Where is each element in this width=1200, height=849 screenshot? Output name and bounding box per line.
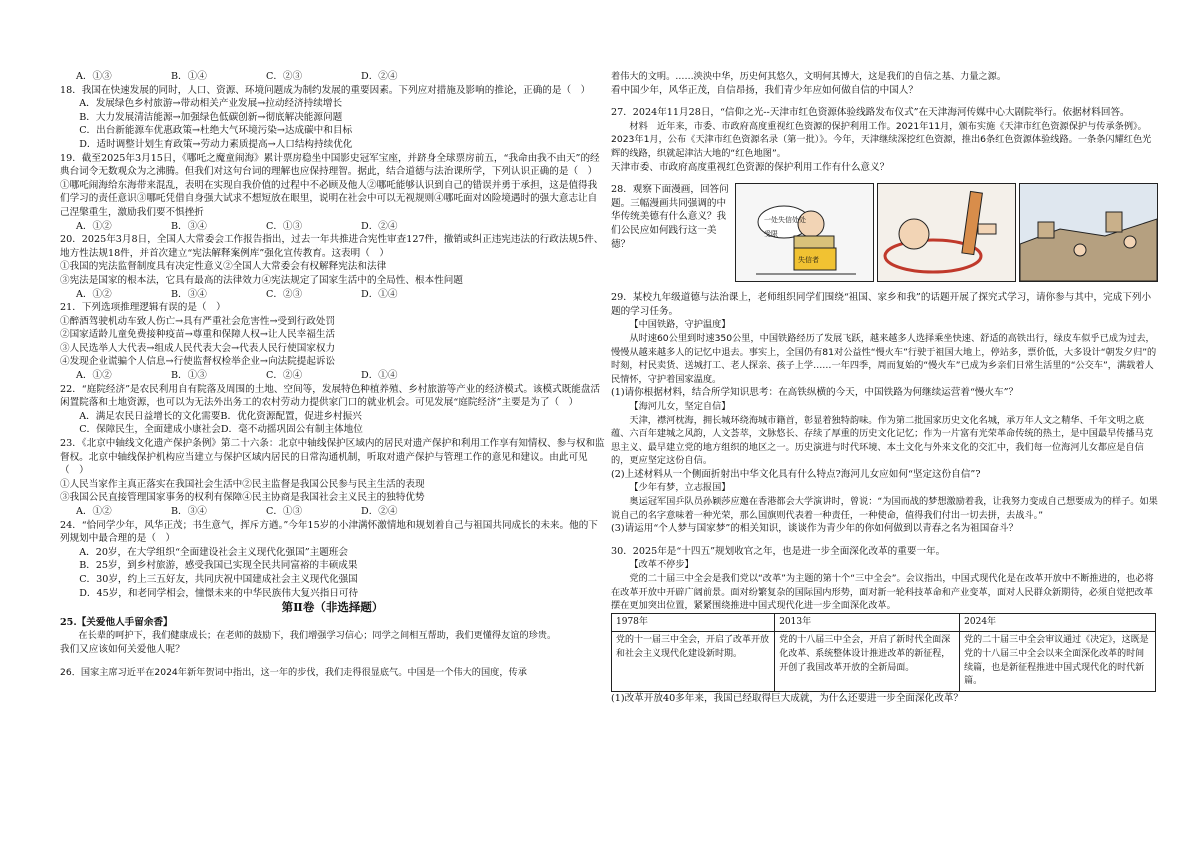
q27-material: 材料 近年来，市委、市政府高度重视红色资源的保护利用工作。2021年11月，颁布实施《天津市红色资源保护与传承条例》。2023年1月，公布《天津市红色资源名录（第一批）》。今年，天津继续深挖红色资源，推出6条红色资源体验线路。一条条闪耀红色光辉的线路，织就起津沽大地的“红色地图”。 — [611, 120, 1152, 159]
option: D．②④ — [361, 506, 398, 517]
q21-item: ②国家适龄儿童免费接种疫苗→尊重和保障人权→让人民幸福生活 — [60, 329, 336, 341]
q29-question-2: (2)上述材料从一个侧面折射出中华文化具有什么特点?海河儿女应如何“坚定这份自信”? — [611, 468, 981, 480]
option: B．①③ — [171, 370, 207, 382]
q19-stem: 19．截至2025年3月15日，《哪吒之魔童闹海》累计票房稳坐中国影史冠军宝座，并跻身全球票房前五，“我命由我不由天”的经典台词令无数观众为之沸腾。但我们对这句台词的理解也应保持理智。据此，结合道德与法治课所学，下列认识正确的是（ ） — [60, 152, 600, 178]
q22-options-2: C．保障民生，全面建成小康社会D．毫不动摇巩固公有制主体地位 — [79, 424, 363, 436]
q24-option-a: A．20岁，在大学组织“全面建设社会主义现代化强国”主题班会 — [79, 546, 348, 558]
option: B．①④ — [171, 71, 207, 82]
q25-question: 我们又应该如何关爱他人呢？ — [60, 643, 185, 655]
option: B．③④ — [171, 220, 207, 232]
option: D．①④ — [361, 370, 398, 382]
q26-question: 看中国少年，风华正茂，自信昂扬，我们青少年应如何做自信的中国人？ — [611, 84, 918, 96]
comic-panel-3 — [1019, 183, 1158, 282]
table-header: 1978年 — [612, 613, 775, 632]
q18-option-a: A．发展绿色乡村旅游→带动相关产业发展→拉动经济持续增长 — [79, 98, 343, 110]
q23-stem: 23．《北京中轴线文化遗产保护条例》第二十六条：北京中轴线保护区域内的居民对遗产保护和利用工作享有知情权、参与权和监督权。北京中轴线保护机构应当建立与保护区域内居民的日常沟通机制，听取对遗产保护与管理工作的意见和建议。由此可见（ ） — [60, 438, 605, 477]
comic-label-2: 失信者 — [798, 256, 819, 265]
comic-panel-1 — [735, 183, 874, 282]
option: A．①② — [76, 288, 112, 300]
q29-paragraph-2: 天津，襟河枕海，拥长城环绕海城市籍首，彰显着独特韵味。作为第二批国家历史文化名城，承万年人文之精华、千年文明之底蕴、六百年建城之风韵，人文荟萃，文脉悠长、存续了厚重的历史文化记忆；作为一片富有光荣革命传统的热土，是中国最早传播马克思主义、最早建立党的地方组织的地区之一。历史演进与时代环境、本土文化与外来文化的交汇中，我们每一位海河儿女都应是自信的，更应坚定这份自信。 — [611, 414, 1154, 467]
q18-option-c: C．出台新能源车优惠政策→杜绝大气环境污染→达成碳中和目标 — [79, 125, 353, 137]
q23-items-2: ③我国公民直接管理国家事务的权利有保障④民主协商是我国社会主义民主的独特优势 — [60, 492, 425, 504]
table-header-row — [612, 613, 1156, 632]
q28-text: 28．观察下面漫画，回答问题。三幅漫画共同强调的中华传统美德有什么意义？我们公民应如何践行这一美德？ — [611, 184, 729, 250]
option: B．③④ — [171, 288, 207, 300]
q27-stem: 27．2024年11月28日，“信仰之光--天津市红色资源体验线路发布仪式”在天津海河传媒中心大剧院举行。依据材料回答。 — [611, 107, 1130, 119]
q22-options-1: A．满足农民日益增长的文化需要B．优化资源配置，促进乡村振兴 — [79, 410, 362, 422]
q30-paragraph-1: 党的二十届三中全会是我们党以“改革”为主题的第十个“三中全会”。会议指出，中国式现代化是在改革开放中不断推进的，也必将在改革开放中开辟广阔前景。面对纷繁复杂的国际国内形势，面对新一轮科技革命和产业变革，面对人民群众新期待，必须自觉把改革摆在更加突出位置，紧紧围绕推进中国式现代化进一步全面深化改革。 — [611, 573, 1154, 612]
q17-options — [60, 70, 605, 84]
option: C．②③ — [266, 71, 303, 82]
option: C．②③ — [266, 288, 303, 300]
q21-options — [60, 369, 605, 383]
q30-question-1: (1)改革开放40多年来，我国已经取得巨大成就，为什么还要进一步全面深化改革？ — [611, 692, 963, 704]
q25-text: 在长辈的呵护下，我们健康成长；在老师的鼓励下，我们增强学习信心；同学之间相互帮助，我们更懂得友谊的珍贵。 — [78, 630, 557, 642]
table-cell: 党的十一届三中全会，开启了改革开放和社会主义现代化建设新时期。 — [612, 632, 775, 691]
q19-options — [60, 220, 605, 234]
q20-stem: 20．2025年3月8日，全国人大常委会工作报告指出，过去一年共推进合宪性审查127件，撤销或纠正违宪违法的行政法规5件、地方性法规18件，并首次建立“宪法解释案例库”强化宣传教育。这表明（ ） — [60, 234, 604, 259]
right-column — [611, 70, 1159, 705]
q20-options — [60, 288, 605, 302]
q18-stem: 18．我国在快速发展的同时，人口、资源、环境问题成为制约发展的重要因素。下列应对措施及影响的推论，正确的是（ ） — [60, 84, 591, 96]
comic-label-1: 一处失信处处受限 — [764, 216, 806, 238]
table-row — [612, 632, 1156, 691]
q29-question-1: (1)请你根据材料，结合所学知识思考：在高铁纵横的今天，中国铁路为何继续运营着“慢火车”？ — [611, 387, 1019, 399]
option: A．①② — [76, 506, 112, 517]
comic-panels — [735, 183, 1158, 282]
q21-item: ①醉酒驾驶机动车致人伤亡→具有严重社会危害性→受到行政处罚 — [60, 315, 336, 327]
q24-option-b: B．25岁，到乡村旅游，感受我国已实现全民共同富裕的丰硕成果 — [79, 560, 358, 572]
q29-heading-2: 【海河儿女，坚定自信】 — [629, 400, 731, 412]
section-title: 第Ⅱ卷（非选择题） — [281, 600, 384, 615]
option: D．②④ — [361, 220, 398, 232]
q28-block — [611, 183, 1159, 282]
comic-brush-hand-image — [878, 184, 1015, 281]
q30-heading-1: 【改革不停步】 — [629, 559, 694, 571]
q18-option-b: B．大力发展清洁能源→加强绿色低碳创新→彻底解决能源问题 — [79, 111, 343, 123]
q24-stem: 24．“恰同学少年，风华正茂；书生意气，挥斥方遒。”今年15岁的小津满怀激情地和规划着自己与祖国共同成长的未来。他的下列规划中最合理的是（ ） — [60, 519, 598, 545]
q24-option-d: D．45岁，和老同学相会，憧憬未来的中华民族伟大复兴指日可待 — [79, 587, 359, 599]
option: C．②④ — [266, 370, 303, 382]
q29-question-3: (3)请运用“个人梦与国家梦”的相关知识，谈谈作为青少年的你如何做到以青春之名为祖国奋斗？ — [611, 523, 1019, 535]
option: A．①③ — [76, 71, 112, 82]
option: B．③④ — [171, 506, 207, 517]
q20-items-2: ③宪法是国家的根本法，它具有最高的法律效力④宪法规定了国家生活中的全局性、根本性问题 — [60, 274, 463, 286]
q26-text: 26．国家主席习近平在2024年新年贺词中指出，这一年的步伐，我们走得很显底气。中国是一个伟大的国度，传承 — [60, 666, 527, 678]
q26-continued: 着伟大的文明。……泱泱中华，历史何其悠久，文明何其博大，这是我们的自信之基、力量之源。 — [611, 71, 1007, 82]
q21-item: ③人民选举人大代表→组成人民代表大会→代表人民行使国家权力 — [60, 342, 336, 354]
q30-stem: 30．2025年是“十四五”规划收官之年，也是进一步全面深化改革的重要一年。 — [611, 545, 946, 557]
q21-stem: 21．下列选项推理逻辑有误的是（ ） — [60, 302, 226, 314]
left-column — [60, 70, 605, 679]
q29-paragraph-1: 从时速60公里到时速350公里，中国铁路经历了发展飞跃，越来越多人选择乘坐快速、舒适的高铁出行，绿皮车似乎已成为过去，慢慢从越来越多人的记忆中退去。事实上，全国仍有81对公益性“慢火车”行驶于祖国大地上，停站多，票价低，大多设计“朝发夕归”的时刻，村民卖货、送城打工、老人探亲、孩子上学……一年四季，周而复始的“慢火车”已成为乡亲们日常生活里的“公交车”，满载着人民情怀，守护着国家温度。 — [611, 332, 1157, 385]
q23-items-1: ①人民当家作主真正落实在我国社会生活中②民主监督是我国公民参与民主生活的表现 — [60, 478, 425, 490]
table-header: 2024年 — [960, 613, 1156, 632]
q18-option-d: D．适时调整计划生育政策→劳动力素质提高→人口结构持续优化 — [79, 138, 353, 150]
option: D．②④ — [361, 71, 398, 82]
q19-items: ①哪吒闹海给东海带来混乱，表明在实现自我价值的过程中不必顾及他人②哪吒能够认识到自己的错误并勇于承担，这是值得我们学习的责任意识③哪吒凭借自身强大试求不想短放在眼里，说明在社会中可以无视规则④哪吒面对凶险境遇时的强大意志让自己涅槃重生，激励我们要不惧挫折 — [60, 179, 598, 218]
comic-panel-2 — [877, 183, 1016, 282]
option: A．①② — [76, 220, 112, 232]
reform-table — [611, 613, 1156, 692]
comic-great-wall-image — [1020, 184, 1157, 281]
option: D．①④ — [361, 288, 398, 300]
q25-title: 25.【关爱他人手留余香】 — [60, 616, 173, 628]
q20-items-1: ①我国的宪法监督制度具有决定性意义②全国人大常委会有权解释宪法和法律 — [60, 261, 387, 273]
option: A．①② — [76, 370, 112, 382]
q21-item: ④发现企业谎骗个人信息→行使监督权检举企业→向法院提起诉讼 — [60, 356, 336, 368]
option: C．①③ — [266, 506, 303, 517]
q27-question: 天津市委、市政府高度重视红色资源的保护利用工作有什么意义？ — [611, 161, 890, 173]
table-cell: 党的二十届三中全会审议通过《决定》，这既是党的十八届三中全会以来全面深化改革的时间续篇，也是新征程推进中国式现代化的时代新篇。 — [960, 632, 1156, 691]
q29-heading-3: 【少年有梦，立志报国】 — [629, 482, 731, 494]
q29-paragraph-3: 奥运冠军国乒队员孙颖莎应邀在香港都会大学演讲时，曾说：“为国而战的梦想激励着我，让我努力变成自己想要成为的样子。如果说自己的名字意味着一种光荣，那么国旗则代表着一种责任，一种使命，值得我们付出一切去拼，去战斗。” — [611, 496, 1158, 521]
table-header: 2013年 — [775, 613, 960, 632]
option: C．①③ — [266, 220, 303, 232]
table-cell: 党的十八届三中全会，开启了新时代全面深化改革、系统整体设计推进改革的新征程，开创了我国改革开放的全新局面。 — [775, 632, 960, 691]
q22-stem: 22．“庭院经济”是农民利用自有院落及周围的土地、空间等，发展特色种植养殖、乡村旅游等产业的经济模式。该模式既能盘活闲置院落和土地资源，也可以为无法外出务工的农村劳动力提供家门口的就业机会。可见发展“庭院经济”主要是为了（ ） — [60, 383, 601, 409]
q29-stem: 29．某校九年级道德与法治课上，老师组织同学们围绕“祖国、家乡和我”的话题开展了探究式学习，请你参与其中，完成下列小题的学习任务。 — [611, 292, 1152, 317]
q29-heading-1: 【中国铁路，守护温度】 — [629, 319, 731, 331]
q23-options — [60, 505, 605, 519]
q24-option-c: C．30岁，约上三五好友，共同庆祝中国建成社会主义现代化强国 — [79, 573, 358, 585]
